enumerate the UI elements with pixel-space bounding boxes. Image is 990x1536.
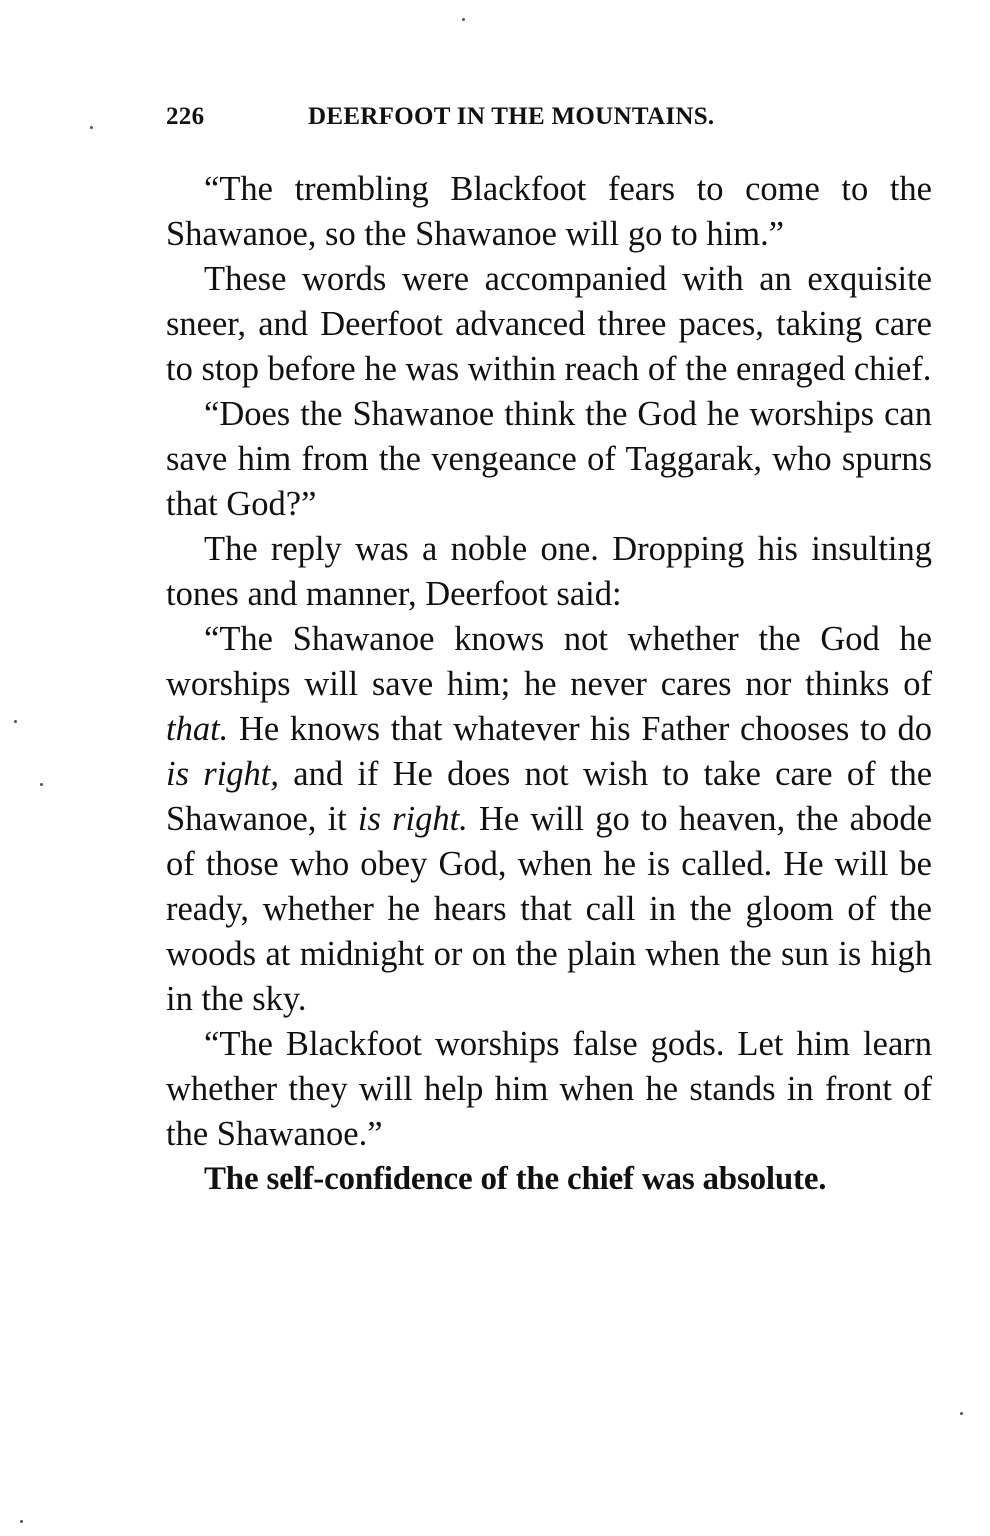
paragraph <box>166 1157 932 1202</box>
text-run: He will go to heaven, the abode of those who obey God, when he is called. He will be ready, whether he hears that call in the gloom of the woods at midnight or on the plain when the sun is high in the sky. <box>166 800 932 1018</box>
scan-speck <box>462 18 465 21</box>
text-run: The self-confidence of the chief was absolute. <box>204 1161 827 1197</box>
paragraph <box>166 392 932 527</box>
scan-speck <box>90 126 93 129</box>
running-title: DEERFOOT IN THE MOUNTAINS. <box>308 103 715 130</box>
scan-speck <box>14 720 17 723</box>
scan-speck <box>960 1412 963 1415</box>
body-text <box>166 167 932 1202</box>
text-run: He knows that whatever his Father chooses to do <box>228 710 932 748</box>
paragraph <box>166 257 932 392</box>
text-run: “The Shawanoe knows not whether the God he worships will save him; he never cares nor thinks of <box>166 620 932 703</box>
scan-speck <box>40 783 43 786</box>
scan-speck <box>20 1520 23 1523</box>
text-run: “Does the Shawanoe think the God he worships can save him from the vengeance of Taggarak, who spurns that God?” <box>166 395 932 523</box>
italic-text: is right. <box>357 800 468 838</box>
text-run: “The Blackfoot worships false gods. Let him learn whether they will help him when he stands in front of the Shawanoe.” <box>166 1025 932 1153</box>
italic-text: is right, <box>166 755 279 793</box>
text-run: “The trembling Blackfoot fears to come to the Shawanoe, so the Shawanoe will go to him.” <box>166 170 932 253</box>
running-head <box>166 103 834 143</box>
paragraph <box>166 617 932 1022</box>
text-run: These words were accompanied with an exquisite sneer, and Deerfoot advanced three paces, taking care to stop before he was within reach of the enraged chief. <box>166 260 932 388</box>
text-run: The reply was a noble one. Dropping his insulting tones and manner, Deerfoot said: <box>166 530 932 613</box>
text-run: and if He does not wish to take care of the Shawanoe, it <box>166 755 933 838</box>
paragraph <box>166 1022 932 1157</box>
page-number: 226 <box>166 103 205 130</box>
paragraph <box>166 527 932 617</box>
paragraph <box>166 167 932 257</box>
italic-text: that. <box>166 710 229 748</box>
